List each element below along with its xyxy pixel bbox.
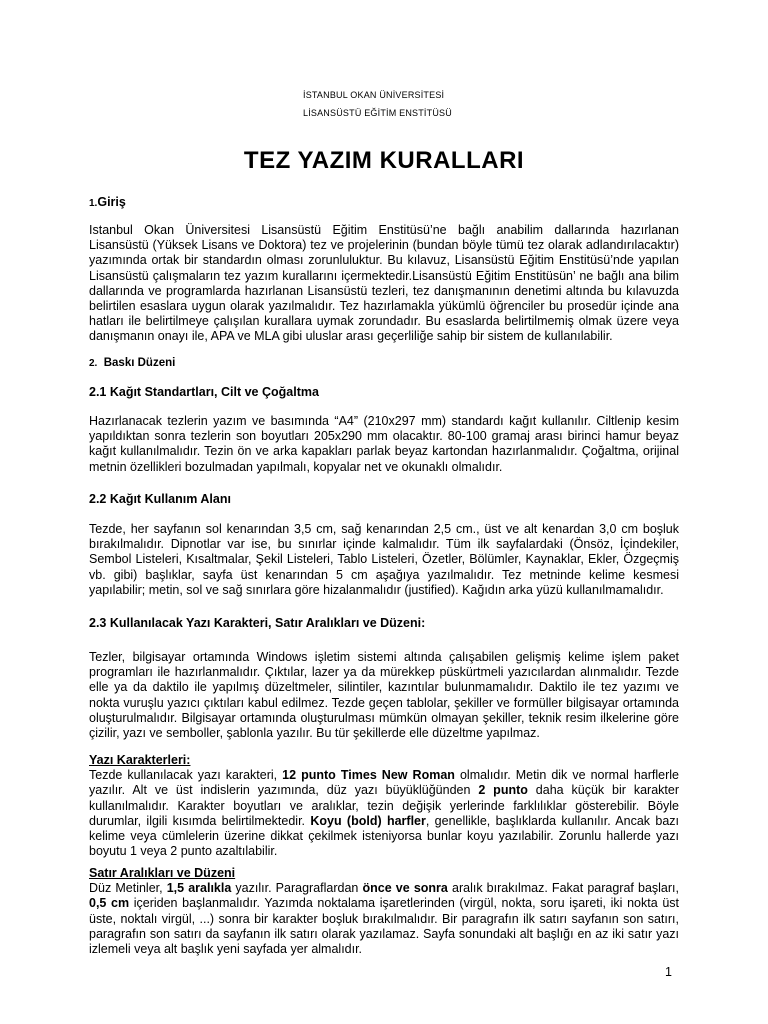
section-2-title: Baskı Düzeni <box>103 357 176 369</box>
text-line: danışmanın onayı ile, APA ve MLA gibi uluslar arası geçerliliğe sahip bir sistem de kullanılabilir. <box>89 329 613 344</box>
text-line: yapılabilir; metin, sol ve sağ sınırlara göre hizalanmalıdır (justified). Kağıdın arka yüzü kullanılmamalıdır. <box>89 582 664 597</box>
text-line: nokta vuruşlu yazıcı çıktıları kabul edilmez. Tezde geçen tablolar, şekiller ve formüller bilgisayar ortamında <box>89 695 679 710</box>
text-line: metnin özellikleri bozulmadan yapılmalı, kopyalar net ve okunaklı olmalıdır. <box>89 459 503 474</box>
bold-run: 12 punto Times New Roman <box>282 768 455 783</box>
text-line: Hazırlanacak tezlerin yazım ve basımında “A4” (210x297 mm) standardı kağıt kullanılır. Ciltlenip kesim <box>89 414 679 428</box>
line-spacing-block <box>89 866 679 957</box>
text-run: yazılır. Alt ve üst indislerin yazımında, düz yazı büyüklüğünden <box>89 783 479 798</box>
text-run: yazılır. Paragraflardan <box>231 881 363 896</box>
text-line: Lisansüstü çalışmaların tez yazım kurallarını içermektedir.Lisansüstü Eğitim Enstitüsün’ ne bağlı ana bilim <box>89 268 679 283</box>
bold-run: 1,5 aralıkla <box>166 881 232 896</box>
text-line: üste, noktalı virgül, ...) sonra bir karakter boşluk bırakılmalıdır. Bir paragrafın ilk satırı sayfanın son satırı, <box>89 911 679 926</box>
section-1-number: 1. <box>89 198 98 209</box>
line-spacing-heading: Satır Aralıkları ve Düzeni <box>89 866 236 880</box>
text-line: elle ya da daktilo ile yapılmış düzeltmeler, silintiler, kazıntılar bulunmamalıdır. Daktilo ile tez yazımı ve <box>89 680 679 695</box>
text-line: Lisansüstü (Yüksek Lisans ve Doktora) tez ve projelerinin (bundan böyle tümü tez olarak adlandırılacaktır) <box>89 238 679 253</box>
text-line: paragrafın son satırı da sayfanın ilk satırı olarak yazılamaz. Sayfa sonundaki alt başlığı en az iki satır yazı <box>89 926 679 941</box>
section-2-3-paragraph <box>89 650 679 741</box>
text-line <box>89 881 679 896</box>
text-run: olmalıdır. Metin dik ve normal harflerle <box>454 768 680 783</box>
text-run: Düz Metinler, <box>89 881 167 896</box>
text-run: daha küçük bir karakter <box>527 783 679 798</box>
section-1-heading <box>89 195 126 209</box>
text-line: boyutu 1 veya 2 punto azaltılabilir. <box>89 844 278 859</box>
text-line: yapıldıktan sonra tezlerin son boyutları 205x290 mm olacaktır. 80-100 gramaj arası birinci hamur beyaz <box>89 429 679 444</box>
text-line: Istanbul Okan Üniversitesi Lisansüstü Eğitim Enstitüsü’ne bağlı anabilim dallarında hazırlanan <box>89 223 679 237</box>
text-line: hatları ile belirtilmeye çalışılan kurallara uymak zorundadır. Bu esaslarda belirtilmemiş olmak üzere veya <box>89 314 679 329</box>
document-title: TEZ YAZIM KURALLARI <box>243 147 525 174</box>
text-line: kelime veya cümlelerin üzerine dikkat çekilmek isteniyorsa bunlar koyu yazılabilir. Zorunlu hallerde yazı <box>89 829 679 844</box>
text-line: kullanılmalıdır. Karakter boyutları ve aralıklar, tezin değişik yerlerinde farklılıklar gösterebilir. Böyle <box>89 798 679 813</box>
font-characters-heading: Yazı Karakterleri: <box>89 753 191 767</box>
text-run: Fakat paragraf başları, <box>547 881 679 896</box>
text-run: içeriden başlanmalıdır. Yazımda noktalama işaretlerinden (virgül, nokta, soru işareti, iki nokta üst <box>129 896 679 911</box>
text-line <box>89 814 679 829</box>
section-2-1-paragraph <box>89 414 679 475</box>
font-characters-block <box>89 753 679 859</box>
text-line: programları ile hazırlanmalıdır. Çıktılar, lazer ya da mürekkep püskürtmeli yazıcılardan alınmalıdır. Tezde <box>89 665 679 680</box>
bold-run: önce ve sonra <box>362 881 448 896</box>
text-line: dallarında ve programlarda hazırlanan Lisansüstü tezleri, tez danışmanının denetimi altında bu kılavuzda <box>89 283 679 298</box>
text-line: Tezler, bilgisayar ortamında Windows işletim sistemi altında çalışabilen gelişmiş kelime işlem paket <box>89 650 679 664</box>
bold-run: Koyu (bold) harfler <box>310 813 426 828</box>
text-line: kağıt kullanılmalıdır. Tezin ön ve arka kapakları parlak beyaz kartondan hazırlanmalıdır. Çoğaltma, orijinal <box>89 444 679 459</box>
section-1-title: Giriş <box>97 195 126 209</box>
section-2-1-heading: 2.1 Kağıt Standartları, Cilt ve Çoğaltma <box>89 385 319 399</box>
text-line: Tezde, her sayfanın sol kenarından 3,5 cm, sağ kenarından 2,5 cm., üst ve alt kenardan 3,0 cm boşluk <box>89 522 679 536</box>
text-line: çizilir, yazı ve semboller, şablonla yazılır. Bu tür şekillerde elle düzeltme yapılmaz. <box>89 726 540 741</box>
text-line: Sembol Listeleri, Kısaltmalar, Şekil Listeleri, Tablo Listeleri, Özetler, Bölümler, Kaynaklar, Ekler, Özgeçmiş <box>89 552 679 567</box>
bold-run: 0,5 cm <box>89 896 130 911</box>
page-number: 1 <box>665 965 672 979</box>
bold-run: 2 punto <box>478 783 528 798</box>
text-line: oluşturulmalıdır. Bilgisayar ortamında oluşturulması mümkün olmayan şekiller, teknik resim ilkelerine göre <box>89 710 679 725</box>
text-line: bırakılmalıdır. Dipnotlar var ise, bu sınırlar içinde kalmalıdır. Tüm ilk sayfalardaki (Önsöz, İçindekiler, <box>89 537 679 552</box>
section-2-2-paragraph <box>89 522 679 598</box>
text-line: belirtilen esaslara uygun olarak yazılmalıdır. Tez hazırlamakla yükümlü öğrenciler bu prosedür içinde ana <box>89 299 679 314</box>
text-line <box>89 896 679 911</box>
section-2-3-heading: 2.3 Kullanılacak Yazı Karakteri, Satır Aralıkları ve Düzeni: <box>89 616 426 630</box>
institute-name: LİSANSÜSTÜ EĞİTİM ENSTİTÜSÜ <box>303 108 452 118</box>
text-line: yazımında ortak bir standardın olması zorunluluktur. Bu kılavuz, Lisansüstü Eğitim Enstitüsü’nde yapılan <box>89 253 679 268</box>
text-line: izlemeli veya alt başlık yeni sayfada yer almalıdır. <box>89 942 363 957</box>
section-2-number: 2. <box>89 358 98 369</box>
section-2-2-heading: 2.2 Kağıt Kullanım Alanı <box>89 492 231 506</box>
text-line: vb. gibi) başlıklar, sayfa üst kenarından 5 cm aşağıya yazılmalıdır. Tez metninde kelime kesmesi <box>89 567 679 582</box>
text-run: aralık bırakılmaz. <box>447 881 548 896</box>
university-name: İSTANBUL OKAN ÜNİVERSİTESİ <box>303 90 445 100</box>
text-line <box>89 783 679 798</box>
section-1-paragraph <box>89 223 679 345</box>
text-run: Tezde kullanılacak yazı karakteri, <box>89 768 283 783</box>
text-run: , genellikle, başlıklarda kullanılır. Ancak bazı <box>425 813 679 828</box>
text-line <box>89 768 679 783</box>
section-2-heading <box>89 357 175 369</box>
text-run: durumlar, ilgili kısımda belirtilmektedir. <box>89 813 311 828</box>
